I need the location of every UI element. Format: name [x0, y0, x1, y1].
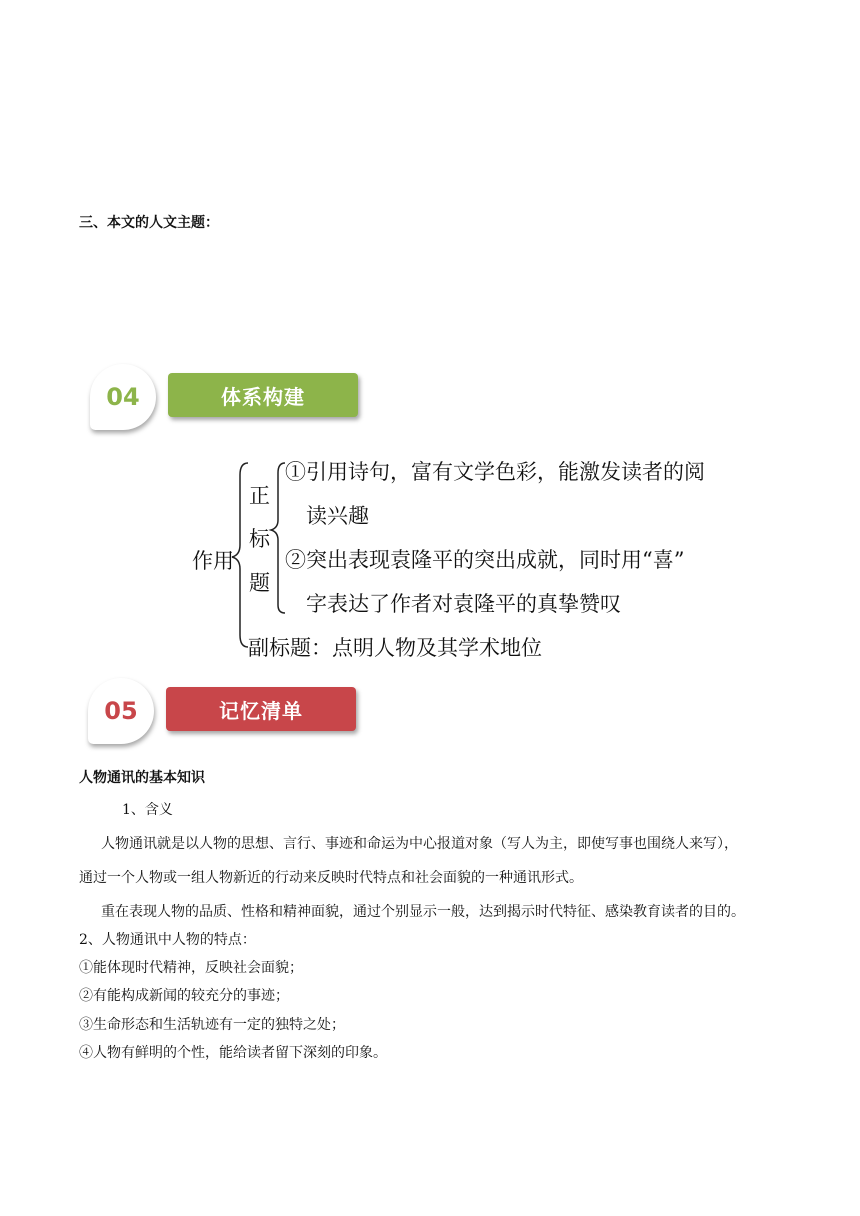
banner-05-bar: [166, 687, 356, 731]
section-banner-05: [86, 678, 366, 750]
mindmap-main-title-char-3: 题: [249, 571, 270, 595]
mindmap-subtitle: 副标题：点明人物及其学术地位: [248, 636, 542, 660]
mindmap-item-1-line-2: 读兴趣: [306, 504, 369, 528]
memory-heading: 人物通讯的基本知识: [79, 770, 205, 786]
mindmap-main-title-char-1: 正: [249, 484, 270, 508]
memory-para-1-line-2: 通过一个人物或一组人物新近的行动来反映时代特点和社会面貌的一种通讯形式。: [79, 870, 583, 886]
mindmap-item-2-line-1: ②突出表现袁隆平的突出成就，同时用“喜”: [285, 548, 685, 572]
banner-05-title: 记忆清单: [219, 698, 303, 723]
memory-para-1-line-1: 人物通讯就是以人物的思想、言行、事迹和命运为中心报道对象（写人为主，即使写事也围绕人来写），: [101, 836, 738, 852]
memory-point-3: ③生命形态和生活轨迹有一定的独特之处；: [79, 1017, 345, 1033]
mindmap-item-1-line-1: ①引用诗句，富有文学色彩，能激发读者的阅: [285, 460, 705, 484]
mindmap-root: 作用: [192, 549, 234, 573]
memory-item-1-title: 1、含义: [122, 802, 173, 818]
mindmap-main-title-char-2: 标: [249, 527, 270, 551]
memory-point-1: ①能体现时代精神，反映社会面貌；: [79, 960, 303, 976]
banner-04-title: 体系构建: [221, 384, 305, 409]
memory-item-2-title: 2、人物通讯中人物的特点：: [79, 932, 256, 948]
banner-04-number: 04: [106, 383, 140, 411]
memory-point-2: ②有能构成新闻的较充分的事迹；: [79, 988, 289, 1004]
banner-05-number: 05: [104, 697, 138, 725]
memory-point-4: ④人物有鲜明的个性，能给读者留下深刻的印象。: [79, 1045, 387, 1061]
mindmap-item-2-line-2: 字表达了作者对袁隆平的真挚赞叹: [306, 592, 621, 616]
memory-para-2: 重在表现人物的品质、性格和精神面貌，通过个别显示一般，达到揭示时代特征、感染教育读者的目的。: [101, 904, 745, 920]
section-3-heading: 三、本文的人文主题：: [79, 215, 219, 231]
banner-05-badge: [88, 678, 154, 744]
